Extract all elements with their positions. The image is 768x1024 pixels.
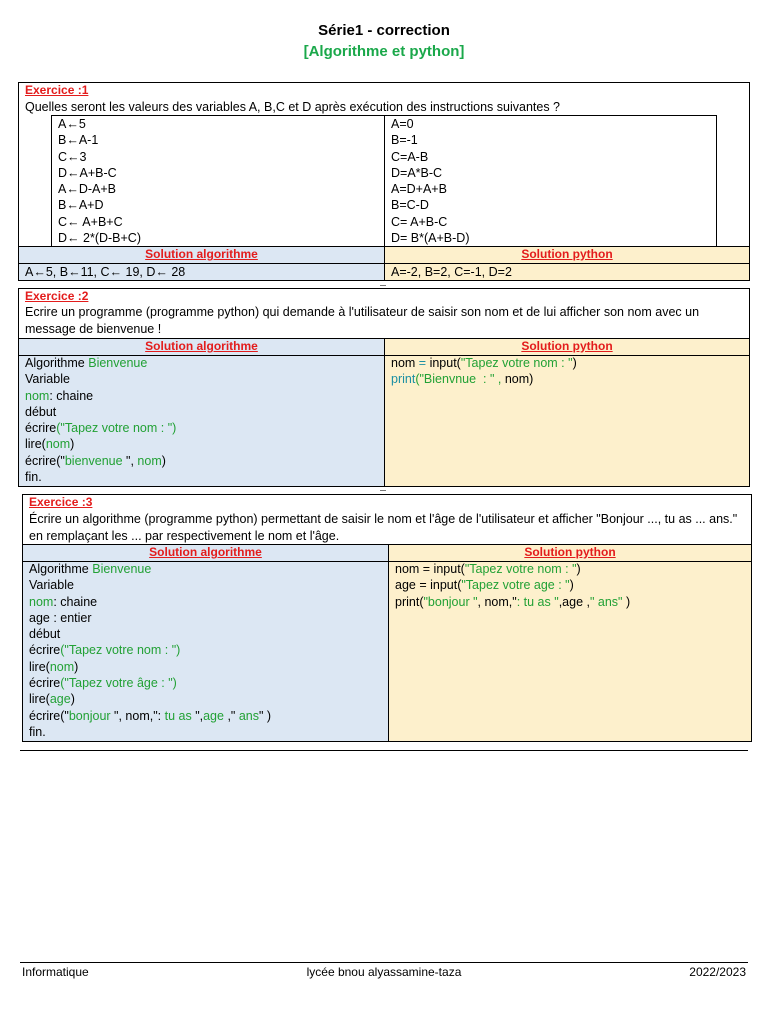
exercise-2-algo-code: Algorithme Bienvenue Variable nom: chaine début écrire("Tapez votre nom : ") lire(nom) écrire("bienvenue ", nom) fin. [25,356,177,485]
exercise-1-question: Quelles seront les valeurs des variables A, B,C et D après exécution des instructions suivantes ? [25,100,560,114]
content-end-rule [20,750,748,751]
exercise-2-python-code: nom = input("Tapez votre nom : ") print("Bienvnue : " , nom) [391,356,577,387]
footer-right: 2022/2023 [689,965,746,979]
page-title: Série1 - correction [318,22,450,39]
separator-mark [380,490,386,491]
instruction-line: A=0 [391,117,414,131]
exercise-1-heading: Exercice :1 [25,83,89,97]
instruction-line: B←A+D [58,198,104,213]
exercise-2-sol-py-title: Solution python [521,339,613,353]
exercise-3-sol-py-title: Solution python [524,545,616,559]
exercise-1-right-list [391,116,470,246]
exercise-3-algo-code: Algorithme Bienvenue Variable nom: chaine age : entier début écrire("Tapez votre nom : ") lire(nom) écrire("Tapez votre âge : ") lire(age) écrire("bonjour ", nom,": tu as ",age ," ans" ) fin. [29,562,272,739]
instruction-line: D← 2*(D-B+C) [58,231,141,246]
footer-center: lycée bnou alyassamine-taza [306,965,462,979]
instruction-line: B←A-1 [58,133,99,148]
instruction-line: C←3 [58,149,87,164]
instruction-line: C= A+B-C [391,214,448,229]
instruction-line: A=D+A+B [391,182,447,197]
instruction-line: A←D-A+B [58,182,117,197]
exercise-1-sol-algo-title: Solution algorithme [145,247,258,261]
exercise-2-sol-algo-title: Solution algorithme [145,339,258,353]
instruction-line: B=-1 [391,133,418,148]
instruction-line: A←5 [58,117,86,131]
page-subtitle: [Algorithme et python] [303,43,465,60]
instruction-line: D= B*(A+B-D) [391,231,470,246]
exercise-2-heading: Exercice :2 [25,289,89,303]
instruction-line: D←A+B-C [58,165,117,180]
exercise-1-left-list [58,116,141,246]
footer-rule [20,962,748,963]
exercise-3-question: Écrire un algorithme (programme python) permettant de saisir le nom et l'âge de l'utilisateur et afficher "Bonjour ..., tu as ... ans." en remplaçant les ... par respectivement le nom et l'âge. [29,512,738,543]
exercise-1-sol-py-title: Solution python [521,247,613,261]
instruction-line: B=C-D [391,198,429,213]
exercise-2-question: Ecrire un programme (programme python) qui demande à l'utilisateur de saisir son nom et de lui afficher son nom avec un message de bienvenue ! [25,305,700,336]
instruction-line: D=A*B-C [391,165,443,180]
exercise-3-heading: Exercice :3 [29,495,93,509]
exercise-1-sol-algo: A←5, B←11, C← 19, D← 28 [25,265,186,279]
footer-left: Informatique [22,965,89,979]
exercise-1-sol-py: A=-2, B=2, C=-1, D=2 [391,265,512,279]
exercise-3-sol-algo-title: Solution algorithme [149,545,262,559]
exercise-3-python-code: nom = input("Tapez votre nom : ") age = input("Tapez votre age : ") print("bonjour ", nom,": tu as ",age ," ans" ) [395,562,631,609]
separator-mark [380,285,386,286]
instruction-line: C← A+B+C [58,214,123,229]
instruction-line: C=A-B [391,149,429,164]
